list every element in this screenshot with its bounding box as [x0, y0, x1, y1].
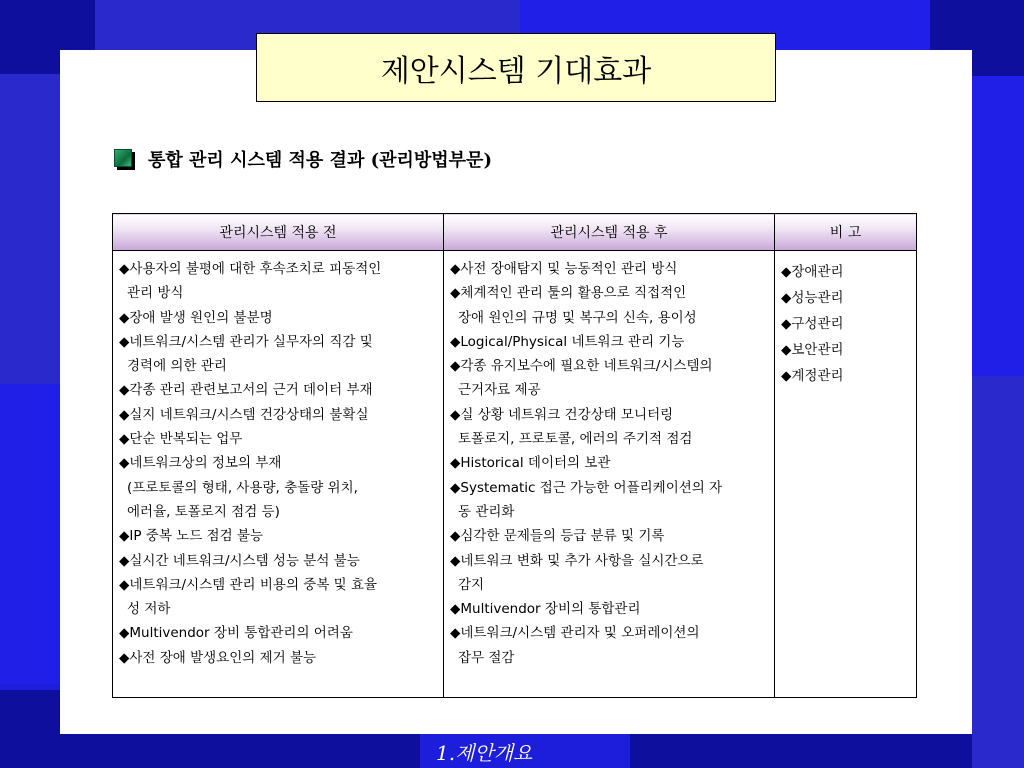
list-item: ◆네트워크/시스템 관리 비용의 중복 및 효율 [119, 576, 378, 593]
before-cell [113, 251, 444, 698]
list-item: ◆네트워크상의 정보의 부재 [119, 455, 282, 472]
list-item: 감지 [458, 576, 485, 593]
list-item: ◆Historical 데이터의 보관 [450, 455, 611, 472]
list-item: ◆네트워크/시스템 관리가 실무자의 직감 및 [119, 333, 373, 350]
list-item: ◆체계적인 관리 툴의 활용으로 직접적인 [450, 285, 687, 302]
list-item: ◆사전 장애 발생요인의 제거 불능 [119, 649, 317, 666]
list-item: ◆구성관리 [781, 316, 844, 332]
remarks-cell [775, 251, 917, 698]
list-item: ◆각종 관리 관련보고서의 근거 데이터 부재 [119, 382, 373, 399]
list-item: 장애 원인의 규명 및 복구의 신속, 용이성 [458, 309, 697, 326]
section-title: 통합 관리 시스템 적용 결과 (관리방법부문) [148, 150, 492, 171]
comparison-table [112, 213, 917, 698]
section-heading [114, 146, 492, 172]
list-item: ◆네트워크/시스템 관리자 및 오퍼레이션의 [450, 625, 700, 642]
list-item: ◆각종 유지보수에 필요한 네트워크/시스템의 [450, 358, 713, 375]
bg-block-bottom-right [630, 734, 972, 768]
list-item: ◆성능관리 [781, 290, 844, 306]
list-item: 경력에 의한 관리 [127, 358, 227, 375]
list-item: 잡무 절감 [458, 649, 515, 666]
slide-title: 제안시스템 기대효과 [256, 33, 776, 102]
list-item: ◆네트워크 변화 및 추가 사항을 실시간으로 [450, 552, 704, 569]
list-item: ◆Multivendor 장비의 통합관리 [450, 601, 641, 618]
bg-block-left-lower [0, 384, 60, 684]
bg-block-left [0, 74, 60, 384]
list-item: ◆심각한 문제들의 등급 분류 및 기록 [450, 528, 665, 545]
bg-block-bottom-center [95, 734, 420, 768]
list-item: 근거자료 제공 [458, 382, 541, 399]
footer-section-label: 1.제안개요 [436, 740, 533, 765]
list-item: ◆단순 반복되는 업무 [119, 431, 243, 448]
list-item: ◆사전 장애탐지 및 능동적인 관리 방식 [450, 261, 678, 277]
green-square-bullet-icon [114, 149, 134, 169]
header-after: 관리시스템 적용 후 [444, 214, 775, 251]
list-item: ◆IP 중복 노드 점검 불능 [119, 528, 263, 545]
list-item: ◆Multivendor 장비 통합관리의 어려움 [119, 625, 353, 642]
list-item: ◆계정관리 [781, 368, 844, 384]
list-item: 성 저하 [127, 601, 171, 618]
list-item: ◆실지 네트워크/시스템 건강상태의 불확실 [119, 406, 369, 423]
after-cell [444, 251, 775, 698]
list-item: ◆실 상황 네트워크 건강상태 모니터링 [450, 406, 674, 423]
bg-block-right [972, 76, 1024, 376]
list-item: 동 관리화 [458, 503, 515, 520]
list-item: (프로토콜의 형태, 사용량, 충돌량 위치, [127, 479, 358, 496]
list-item: ◆사용자의 불평에 대한 후속조치로 피동적인 [119, 261, 382, 277]
list-item: ◆Systematic 접근 가능한 어플리케이션의 자 [450, 479, 723, 496]
bg-block-right-lower [972, 376, 1024, 768]
table-header-row [113, 214, 917, 251]
list-item: ◆보안관리 [781, 342, 844, 358]
list-item: 에러율, 토폴로지 점검 등) [127, 503, 280, 520]
list-item: ◆장애 발생 원인의 불분명 [119, 309, 273, 326]
list-item: ◆장애관리 [781, 264, 844, 280]
header-remarks: 비 고 [775, 214, 917, 251]
table-row [113, 251, 917, 698]
list-item: 토폴로지, 프로토콜, 에러의 주기적 점검 [458, 431, 693, 448]
header-before: 관리시스템 적용 전 [113, 214, 444, 251]
list-item: 관리 방식 [127, 285, 184, 302]
list-item: ◆Logical/Physical 네트워크 관리 기능 [450, 333, 685, 350]
list-item: ◆실시간 네트워크/시스템 성능 분석 불능 [119, 552, 360, 569]
